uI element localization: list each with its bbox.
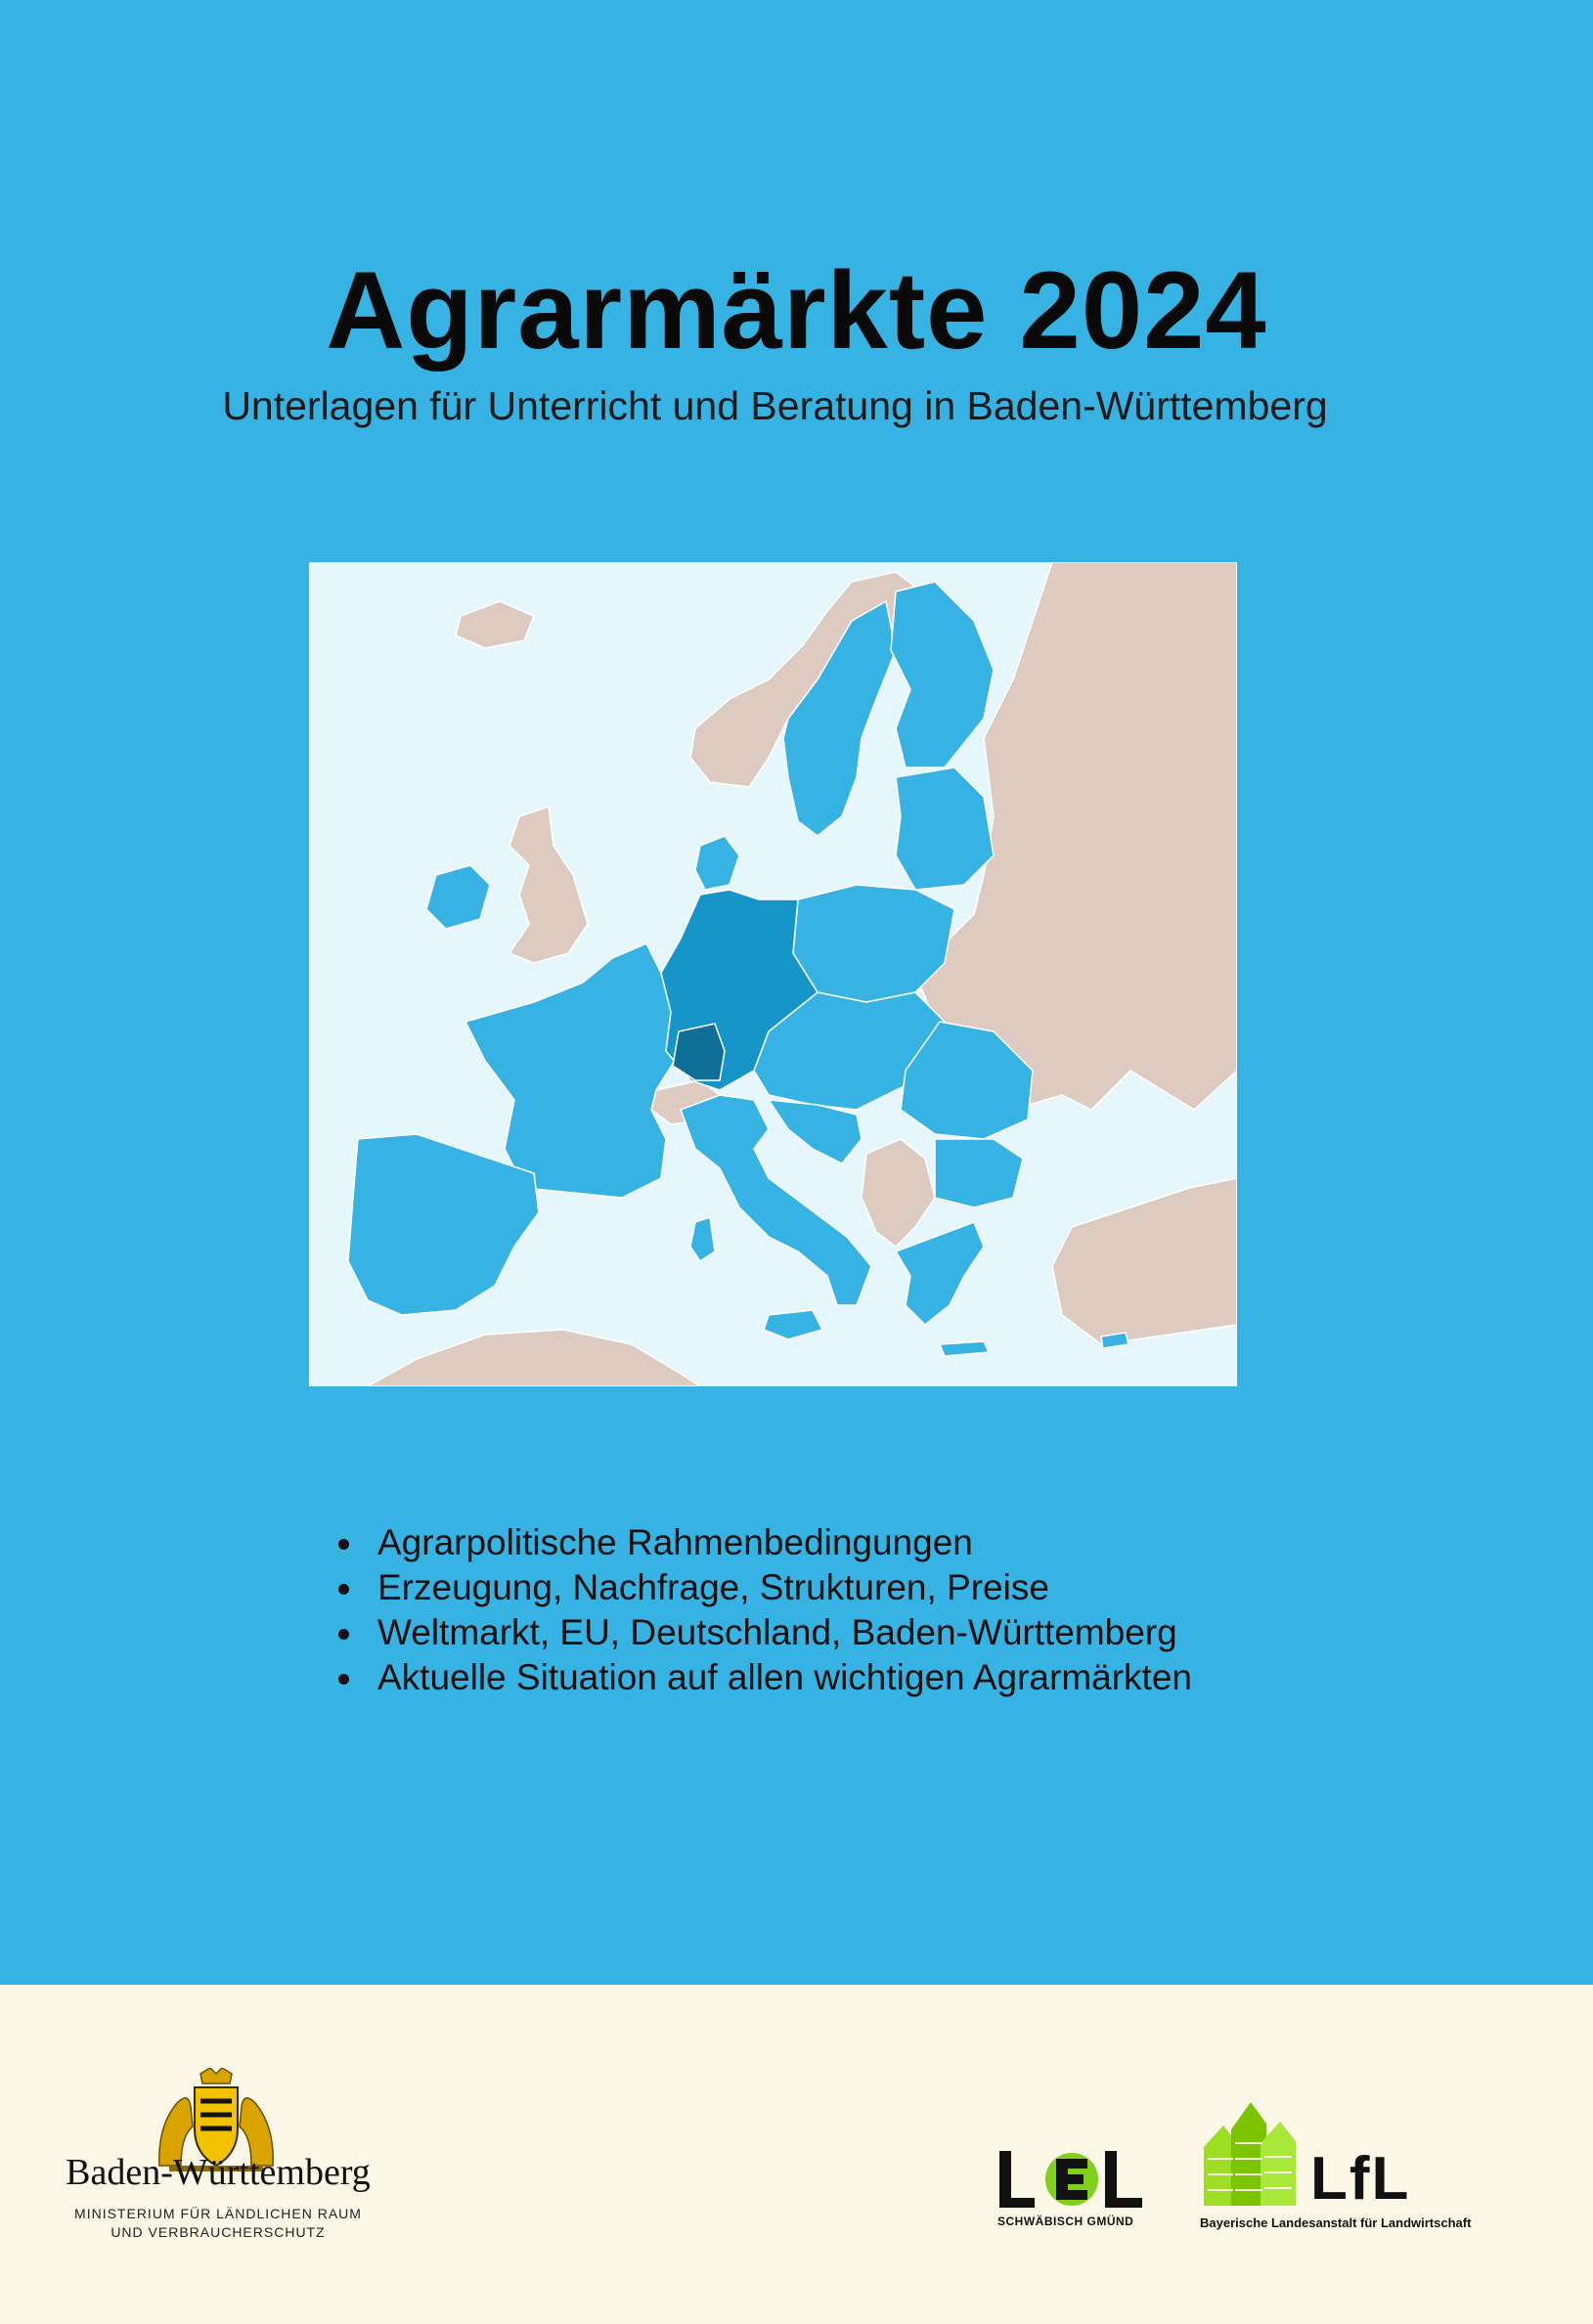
ministry-line-1: MINISTERIUM FÜR LÄNDLICHEN RAUM	[74, 2206, 362, 2221]
lfl-leaf-logo	[1198, 2100, 1298, 2206]
lel-subtitle: SCHWÄBISCH GMÜND	[997, 2214, 1134, 2228]
bw-ministry-name	[57, 2205, 379, 2242]
lfl-subtitle: Bayerische Landesanstalt für Landwirtschaft	[1200, 2215, 1472, 2230]
list-item: Aktuelle Situation auf allen wichtigen Agrarmärkten	[332, 1655, 1192, 1700]
page-title: Agrarmärkte 2024	[326, 249, 1267, 372]
topic-list	[332, 1520, 1192, 1700]
list-item: Agrarpolitische Rahmenbedingungen	[332, 1520, 1192, 1565]
lfl-wordmark: LfL	[1310, 2145, 1411, 2213]
page-subtitle: Unterlagen für Unterricht und Beratung in Baden-Württemberg	[222, 383, 1328, 428]
map-region-ireland	[426, 865, 490, 929]
europe-map	[309, 562, 1237, 1386]
map-region-bulgaria	[935, 1139, 1023, 1207]
ministry-line-2: UND VERBRAUCHERSCHUTZ	[111, 2224, 326, 2240]
list-item: Erzeugung, Nachfrage, Strukturen, Preise	[332, 1565, 1192, 1610]
bw-state-name: Baden-Württemberg	[66, 2152, 371, 2193]
list-item: Weltmarkt, EU, Deutschland, Baden-Württemberg	[332, 1610, 1192, 1655]
lel-logo	[996, 2149, 1147, 2210]
